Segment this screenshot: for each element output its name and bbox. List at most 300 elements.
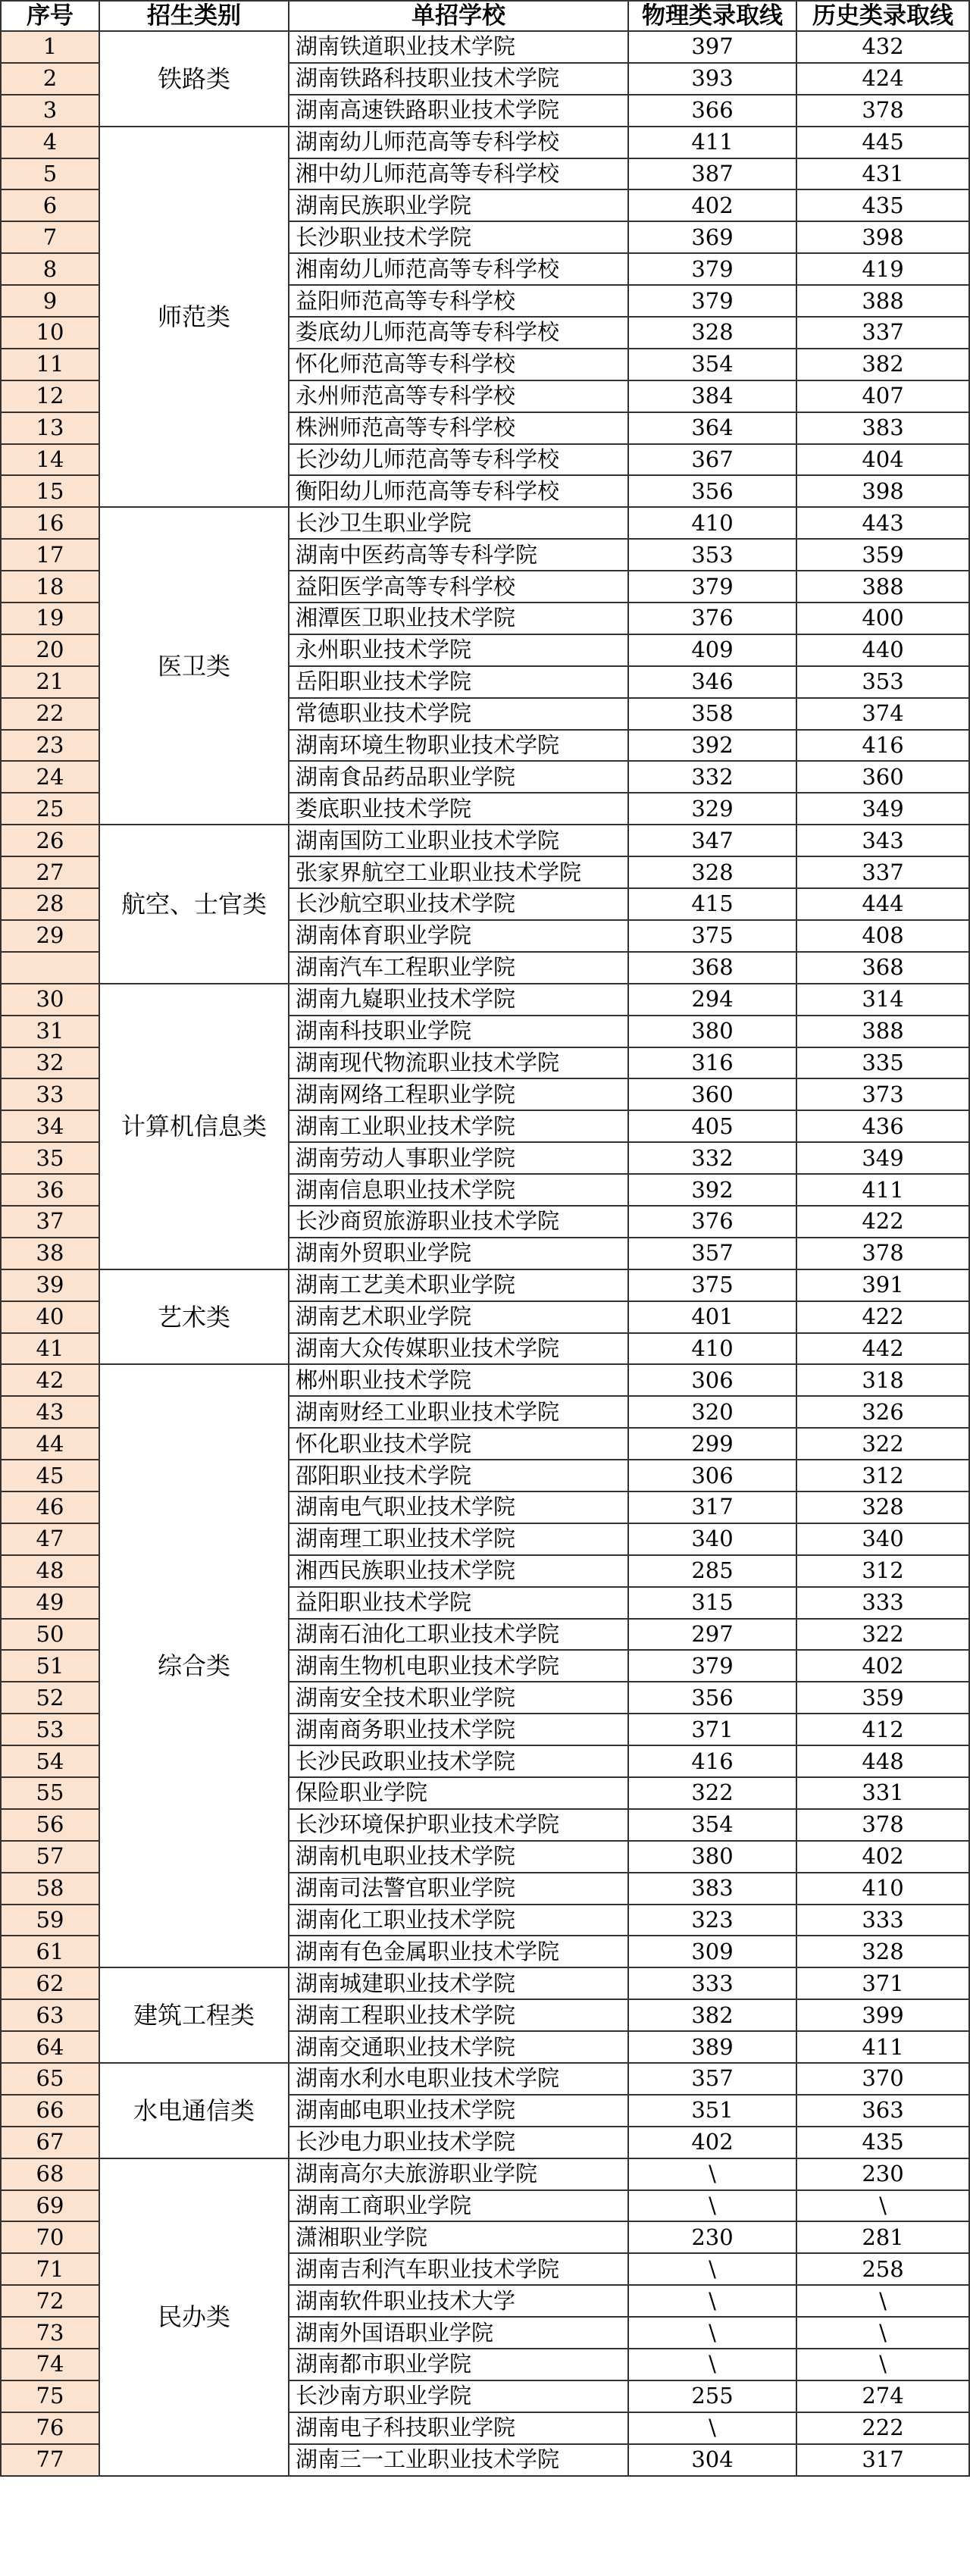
row-index-cell: 14 bbox=[1, 444, 99, 476]
physics-score-cell: 369 bbox=[628, 221, 796, 253]
row-index-cell: 27 bbox=[1, 856, 99, 888]
school-name-cell: 湖南财经工业职业技术学院 bbox=[289, 1396, 628, 1428]
school-name-cell: 张家界航空工业职业技术学院 bbox=[289, 856, 628, 888]
row-index-cell: 71 bbox=[1, 2253, 99, 2285]
school-name-cell: 长沙幼儿师范高等专科学校 bbox=[289, 444, 628, 476]
table-row bbox=[1, 1967, 969, 1999]
row-index-cell: 38 bbox=[1, 1238, 99, 1269]
history-score-cell: 230 bbox=[796, 2158, 969, 2190]
row-index-cell: 49 bbox=[1, 1587, 99, 1619]
row-index-cell: 73 bbox=[1, 2317, 99, 2349]
school-name-cell: 湖南科技职业学院 bbox=[289, 1016, 628, 1047]
table-row bbox=[1, 507, 969, 539]
history-score-cell: 322 bbox=[796, 1428, 969, 1460]
school-name-cell: 湖南食品药品职业学院 bbox=[289, 761, 628, 793]
school-name-cell: 湖南交通职业技术学院 bbox=[289, 2031, 628, 2063]
school-name-cell: 长沙电力职业技术学院 bbox=[289, 2127, 628, 2158]
school-name-cell: 湖南民族职业学院 bbox=[289, 189, 628, 221]
row-index-cell: 23 bbox=[1, 730, 99, 762]
row-index-cell: 72 bbox=[1, 2285, 99, 2317]
history-score-cell: 448 bbox=[796, 1745, 969, 1777]
table-row bbox=[1, 127, 969, 158]
school-name-cell: 湖南有色金属职业技术学院 bbox=[289, 1936, 628, 1967]
history-score-cell: \ bbox=[796, 2285, 969, 2317]
row-index-cell: 11 bbox=[1, 349, 99, 380]
history-score-cell: 435 bbox=[796, 189, 969, 221]
school-name-cell: 湖南高速铁路职业技术学院 bbox=[289, 95, 628, 127]
history-score-cell: 343 bbox=[796, 825, 969, 856]
category-cell: 医卫类 bbox=[99, 507, 289, 825]
history-score-cell: 317 bbox=[796, 2444, 969, 2476]
row-index-cell: 46 bbox=[1, 1491, 99, 1523]
row-index-cell: 41 bbox=[1, 1333, 99, 1365]
history-score-cell: 349 bbox=[796, 1142, 969, 1174]
school-name-cell: 湖南艺术职业学院 bbox=[289, 1301, 628, 1333]
history-score-cell: 435 bbox=[796, 2127, 969, 2158]
physics-score-cell: 401 bbox=[628, 1301, 796, 1333]
row-index-cell: 65 bbox=[1, 2063, 99, 2095]
school-name-cell: 湖南石油化工职业技术学院 bbox=[289, 1619, 628, 1651]
physics-score-cell: 416 bbox=[628, 1745, 796, 1777]
school-name-cell: 怀化师范高等专科学校 bbox=[289, 349, 628, 380]
physics-score-cell: 375 bbox=[628, 1269, 796, 1301]
history-score-cell: 378 bbox=[796, 95, 969, 127]
table-row bbox=[1, 825, 969, 856]
table-row bbox=[1, 1269, 969, 1301]
school-name-cell: 湖南工程职业技术学院 bbox=[289, 1999, 628, 2031]
history-score-cell: 378 bbox=[796, 1238, 969, 1269]
row-index-cell: 50 bbox=[1, 1619, 99, 1651]
row-index-cell: 39 bbox=[1, 1269, 99, 1301]
physics-score-cell: 306 bbox=[628, 1364, 796, 1396]
school-name-cell: 湖南邮电职业技术学院 bbox=[289, 2095, 628, 2127]
physics-score-cell: 380 bbox=[628, 1016, 796, 1047]
category-cell: 综合类 bbox=[99, 1364, 289, 1967]
physics-score-cell: 328 bbox=[628, 317, 796, 349]
school-name-cell: 湖南三一工业职业技术学院 bbox=[289, 2444, 628, 2476]
history-score-cell: 359 bbox=[796, 539, 969, 571]
row-index-cell: 30 bbox=[1, 984, 99, 1016]
history-score-cell: 312 bbox=[796, 1460, 969, 1491]
row-index-cell: 67 bbox=[1, 2127, 99, 2158]
category-cell: 师范类 bbox=[99, 127, 289, 508]
history-score-cell: 378 bbox=[796, 1809, 969, 1841]
table-row bbox=[1, 31, 969, 63]
row-index-cell: 31 bbox=[1, 1016, 99, 1047]
history-score-cell: 326 bbox=[796, 1396, 969, 1428]
school-name-cell: 湖南机电职业技术学院 bbox=[289, 1841, 628, 1873]
physics-score-cell: \ bbox=[628, 2190, 796, 2222]
history-score-cell: 337 bbox=[796, 856, 969, 888]
table-row bbox=[1, 984, 969, 1016]
history-score-cell: 445 bbox=[796, 127, 969, 158]
physics-score-cell: 351 bbox=[628, 2095, 796, 2127]
school-name-cell: 常德职业技术学院 bbox=[289, 698, 628, 730]
history-score-cell: 436 bbox=[796, 1110, 969, 1142]
history-score-cell: 398 bbox=[796, 221, 969, 253]
history-score-cell: 331 bbox=[796, 1777, 969, 1809]
physics-score-cell: 402 bbox=[628, 2127, 796, 2158]
physics-score-cell: 346 bbox=[628, 666, 796, 698]
history-score-cell: 370 bbox=[796, 2063, 969, 2095]
school-name-cell: 湖南城建职业技术学院 bbox=[289, 1967, 628, 1999]
history-score-cell: 440 bbox=[796, 634, 969, 666]
category-cell: 水电通信类 bbox=[99, 2063, 289, 2158]
school-name-cell: 湖南中医药高等专科学院 bbox=[289, 539, 628, 571]
row-index-cell: 42 bbox=[1, 1364, 99, 1396]
history-score-cell: 416 bbox=[796, 730, 969, 762]
physics-score-cell: 357 bbox=[628, 1238, 796, 1269]
school-name-cell: 永州师范高等专科学校 bbox=[289, 380, 628, 412]
physics-score-cell: 299 bbox=[628, 1428, 796, 1460]
header-physics-score: 物理类录取线 bbox=[628, 1, 796, 31]
history-score-cell: 388 bbox=[796, 571, 969, 603]
physics-score-cell: 320 bbox=[628, 1396, 796, 1428]
school-name-cell: 湘潭医卫职业技术学院 bbox=[289, 603, 628, 634]
school-name-cell: 娄底职业技术学院 bbox=[289, 793, 628, 825]
physics-score-cell: \ bbox=[628, 2285, 796, 2317]
header-category: 招生类别 bbox=[99, 1, 289, 31]
physics-score-cell: 409 bbox=[628, 634, 796, 666]
history-score-cell: 391 bbox=[796, 1269, 969, 1301]
row-index-cell: 10 bbox=[1, 317, 99, 349]
school-name-cell: 湖南国防工业职业技术学院 bbox=[289, 825, 628, 856]
school-name-cell: 长沙商贸旅游职业技术学院 bbox=[289, 1206, 628, 1238]
physics-score-cell: 415 bbox=[628, 888, 796, 920]
history-score-cell: 407 bbox=[796, 380, 969, 412]
physics-score-cell: 255 bbox=[628, 2380, 796, 2412]
row-index-cell: 22 bbox=[1, 698, 99, 730]
row-index-cell: 70 bbox=[1, 2221, 99, 2253]
physics-score-cell: 368 bbox=[628, 952, 796, 984]
history-score-cell: 442 bbox=[796, 1333, 969, 1365]
physics-score-cell: 230 bbox=[628, 2221, 796, 2253]
row-index-cell: 6 bbox=[1, 189, 99, 221]
physics-score-cell: 397 bbox=[628, 31, 796, 63]
school-name-cell: 湘中幼儿师范高等专科学校 bbox=[289, 158, 628, 190]
physics-score-cell: 322 bbox=[628, 1777, 796, 1809]
history-score-cell: 388 bbox=[796, 1016, 969, 1047]
school-name-cell: 湖南外贸职业学院 bbox=[289, 1238, 628, 1269]
row-index-cell: 12 bbox=[1, 380, 99, 412]
physics-score-cell: 332 bbox=[628, 1142, 796, 1174]
history-score-cell: 388 bbox=[796, 285, 969, 317]
physics-score-cell: 375 bbox=[628, 920, 796, 952]
row-index-cell: 2 bbox=[1, 63, 99, 95]
school-name-cell: 湖南高尔夫旅游职业学院 bbox=[289, 2158, 628, 2190]
row-index-cell: 34 bbox=[1, 1110, 99, 1142]
row-index-cell: 68 bbox=[1, 2158, 99, 2190]
school-name-cell: 长沙南方职业学院 bbox=[289, 2380, 628, 2412]
history-score-cell: 314 bbox=[796, 984, 969, 1016]
row-index-cell: 16 bbox=[1, 507, 99, 539]
history-score-cell: 274 bbox=[796, 2380, 969, 2412]
physics-score-cell: 376 bbox=[628, 603, 796, 634]
history-score-cell: \ bbox=[796, 2190, 969, 2222]
school-name-cell: 湖南外国语职业学院 bbox=[289, 2317, 628, 2349]
school-name-cell: 湖南铁道职业技术学院 bbox=[289, 31, 628, 63]
history-score-cell: 402 bbox=[796, 1650, 969, 1682]
row-index-cell: 33 bbox=[1, 1078, 99, 1110]
school-name-cell: 湘南幼儿师范高等专科学校 bbox=[289, 253, 628, 285]
physics-score-cell: 356 bbox=[628, 1682, 796, 1714]
row-index-cell: 51 bbox=[1, 1650, 99, 1682]
row-index-cell: 24 bbox=[1, 761, 99, 793]
history-score-cell: 383 bbox=[796, 412, 969, 444]
row-index-cell: 4 bbox=[1, 127, 99, 158]
school-name-cell: 湖南九嶷职业技术学院 bbox=[289, 984, 628, 1016]
school-name-cell: 湖南铁路科技职业技术学院 bbox=[289, 63, 628, 95]
school-name-cell: 湖南理工职业技术学院 bbox=[289, 1523, 628, 1555]
physics-score-cell: 354 bbox=[628, 1809, 796, 1841]
physics-score-cell: 376 bbox=[628, 1206, 796, 1238]
history-score-cell: 443 bbox=[796, 507, 969, 539]
school-name-cell: 湖南电气职业技术学院 bbox=[289, 1491, 628, 1523]
school-name-cell: 湖南环境生物职业技术学院 bbox=[289, 730, 628, 762]
row-index-cell: 19 bbox=[1, 603, 99, 634]
row-index-cell: 76 bbox=[1, 2412, 99, 2444]
school-name-cell: 湖南信息职业技术学院 bbox=[289, 1174, 628, 1206]
school-name-cell: 娄底幼儿师范高等专科学校 bbox=[289, 317, 628, 349]
physics-score-cell: 347 bbox=[628, 825, 796, 856]
history-score-cell: 328 bbox=[796, 1936, 969, 1967]
physics-score-cell: 357 bbox=[628, 2063, 796, 2095]
school-name-cell: 湖南水利水电职业技术学院 bbox=[289, 2063, 628, 2095]
row-index-cell: 69 bbox=[1, 2190, 99, 2222]
physics-score-cell: 393 bbox=[628, 63, 796, 95]
physics-score-cell: 383 bbox=[628, 1873, 796, 1905]
row-index-cell: 74 bbox=[1, 2349, 99, 2380]
school-name-cell: 湖南工商职业学院 bbox=[289, 2190, 628, 2222]
physics-score-cell: 411 bbox=[628, 127, 796, 158]
physics-score-cell: 379 bbox=[628, 285, 796, 317]
school-name-cell: 湖南网络工程职业学院 bbox=[289, 1078, 628, 1110]
header-history-score: 历史类录取线 bbox=[796, 1, 969, 31]
school-name-cell: 怀化职业技术学院 bbox=[289, 1428, 628, 1460]
history-score-cell: 432 bbox=[796, 31, 969, 63]
physics-score-cell: \ bbox=[628, 2349, 796, 2380]
history-score-cell: 411 bbox=[796, 2031, 969, 2063]
physics-score-cell: 379 bbox=[628, 1650, 796, 1682]
history-score-cell: 335 bbox=[796, 1047, 969, 1079]
physics-score-cell: 297 bbox=[628, 1619, 796, 1651]
row-index-cell: 32 bbox=[1, 1047, 99, 1079]
physics-score-cell: 315 bbox=[628, 1587, 796, 1619]
physics-score-cell: 333 bbox=[628, 1967, 796, 1999]
row-index-cell: 8 bbox=[1, 253, 99, 285]
school-name-cell: 潇湘职业学院 bbox=[289, 2221, 628, 2253]
school-name-cell: 衡阳幼儿师范高等专科学校 bbox=[289, 475, 628, 507]
history-score-cell: 398 bbox=[796, 475, 969, 507]
physics-score-cell: \ bbox=[628, 2158, 796, 2190]
history-score-cell: 337 bbox=[796, 317, 969, 349]
physics-score-cell: 285 bbox=[628, 1555, 796, 1587]
physics-score-cell: 402 bbox=[628, 189, 796, 221]
row-index-cell: 9 bbox=[1, 285, 99, 317]
physics-score-cell: 364 bbox=[628, 412, 796, 444]
physics-score-cell: 309 bbox=[628, 1936, 796, 1967]
row-index-cell: 18 bbox=[1, 571, 99, 603]
history-score-cell: 399 bbox=[796, 1999, 969, 2031]
school-name-cell: 湖南软件职业技术大学 bbox=[289, 2285, 628, 2317]
school-name-cell: 长沙环境保护职业技术学院 bbox=[289, 1809, 628, 1841]
school-name-cell: 湖南大众传媒职业技术学院 bbox=[289, 1333, 628, 1365]
row-index-cell: 47 bbox=[1, 1523, 99, 1555]
header-index: 序号 bbox=[1, 1, 99, 31]
physics-score-cell: 371 bbox=[628, 1714, 796, 1745]
history-score-cell: 400 bbox=[796, 603, 969, 634]
physics-score-cell: 366 bbox=[628, 95, 796, 127]
school-name-cell: 保险职业学院 bbox=[289, 1777, 628, 1809]
physics-score-cell: 354 bbox=[628, 349, 796, 380]
row-index-cell: 56 bbox=[1, 1809, 99, 1841]
row-index-cell: 62 bbox=[1, 1967, 99, 1999]
row-index-cell: 77 bbox=[1, 2444, 99, 2476]
school-name-cell: 湖南劳动人事职业学院 bbox=[289, 1142, 628, 1174]
history-score-cell: 353 bbox=[796, 666, 969, 698]
row-index-cell: 29 bbox=[1, 920, 99, 952]
school-name-cell: 长沙卫生职业学院 bbox=[289, 507, 628, 539]
history-score-cell: 412 bbox=[796, 1714, 969, 1745]
row-index-cell: 43 bbox=[1, 1396, 99, 1428]
history-score-cell: 402 bbox=[796, 1841, 969, 1873]
history-score-cell: 422 bbox=[796, 1301, 969, 1333]
row-index-cell: 75 bbox=[1, 2380, 99, 2412]
row-index-cell: 57 bbox=[1, 1841, 99, 1873]
physics-score-cell: 329 bbox=[628, 793, 796, 825]
physics-score-cell: 389 bbox=[628, 2031, 796, 2063]
history-score-cell: 411 bbox=[796, 1174, 969, 1206]
row-index-cell: 61 bbox=[1, 1936, 99, 1967]
row-index-cell: 52 bbox=[1, 1682, 99, 1714]
school-name-cell: 湖南吉利汽车职业技术学院 bbox=[289, 2253, 628, 2285]
history-score-cell: \ bbox=[796, 2349, 969, 2380]
row-index-cell: 48 bbox=[1, 1555, 99, 1587]
physics-score-cell: 340 bbox=[628, 1523, 796, 1555]
row-index-cell: 25 bbox=[1, 793, 99, 825]
school-name-cell: 邵阳职业技术学院 bbox=[289, 1460, 628, 1491]
school-name-cell: 湖南幼儿师范高等专科学校 bbox=[289, 127, 628, 158]
row-index-cell bbox=[1, 952, 99, 984]
history-score-cell: 371 bbox=[796, 1967, 969, 1999]
physics-score-cell: 304 bbox=[628, 2444, 796, 2476]
row-index-cell: 66 bbox=[1, 2095, 99, 2127]
row-index-cell: 40 bbox=[1, 1301, 99, 1333]
history-score-cell: 322 bbox=[796, 1619, 969, 1651]
physics-score-cell: 392 bbox=[628, 730, 796, 762]
physics-score-cell: 358 bbox=[628, 698, 796, 730]
history-score-cell: 419 bbox=[796, 253, 969, 285]
table-row bbox=[1, 2158, 969, 2190]
history-score-cell: 374 bbox=[796, 698, 969, 730]
physics-score-cell: 294 bbox=[628, 984, 796, 1016]
school-name-cell: 湖南司法警官职业学院 bbox=[289, 1873, 628, 1905]
category-cell: 建筑工程类 bbox=[99, 1967, 289, 2063]
physics-score-cell: 379 bbox=[628, 571, 796, 603]
school-name-cell: 永州职业技术学院 bbox=[289, 634, 628, 666]
row-index-cell: 59 bbox=[1, 1905, 99, 1936]
row-index-cell: 45 bbox=[1, 1460, 99, 1491]
school-name-cell: 湖南电子科技职业学院 bbox=[289, 2412, 628, 2444]
school-name-cell: 益阳职业技术学院 bbox=[289, 1587, 628, 1619]
category-cell: 计算机信息类 bbox=[99, 984, 289, 1269]
row-index-cell: 36 bbox=[1, 1174, 99, 1206]
history-score-cell: 333 bbox=[796, 1587, 969, 1619]
school-name-cell: 长沙职业技术学院 bbox=[289, 221, 628, 253]
school-name-cell: 湖南工艺美术职业学院 bbox=[289, 1269, 628, 1301]
physics-score-cell: 353 bbox=[628, 539, 796, 571]
history-score-cell: 404 bbox=[796, 444, 969, 476]
history-score-cell: 410 bbox=[796, 1873, 969, 1905]
history-score-cell: 328 bbox=[796, 1491, 969, 1523]
school-name-cell: 湖南安全技术职业学院 bbox=[289, 1682, 628, 1714]
row-index-cell: 15 bbox=[1, 475, 99, 507]
physics-score-cell: 392 bbox=[628, 1174, 796, 1206]
row-index-cell: 13 bbox=[1, 412, 99, 444]
school-name-cell: 益阳师范高等专科学校 bbox=[289, 285, 628, 317]
category-cell: 铁路类 bbox=[99, 31, 289, 127]
physics-score-cell: \ bbox=[628, 2253, 796, 2285]
physics-score-cell: 384 bbox=[628, 380, 796, 412]
physics-score-cell: 405 bbox=[628, 1110, 796, 1142]
row-index-cell: 5 bbox=[1, 158, 99, 190]
physics-score-cell: 387 bbox=[628, 158, 796, 190]
history-score-cell: 222 bbox=[796, 2412, 969, 2444]
row-index-cell: 17 bbox=[1, 539, 99, 571]
school-name-cell: 湘西民族职业技术学院 bbox=[289, 1555, 628, 1587]
physics-score-cell: 356 bbox=[628, 475, 796, 507]
header-row bbox=[1, 1, 969, 31]
history-score-cell: 408 bbox=[796, 920, 969, 952]
history-score-cell: 382 bbox=[796, 349, 969, 380]
school-name-cell: 郴州职业技术学院 bbox=[289, 1364, 628, 1396]
row-index-cell: 37 bbox=[1, 1206, 99, 1238]
row-index-cell: 35 bbox=[1, 1142, 99, 1174]
history-score-cell: 431 bbox=[796, 158, 969, 190]
row-index-cell: 55 bbox=[1, 1777, 99, 1809]
school-name-cell: 湖南汽车工程职业学院 bbox=[289, 952, 628, 984]
physics-score-cell: 410 bbox=[628, 507, 796, 539]
school-name-cell: 株洲师范高等专科学校 bbox=[289, 412, 628, 444]
school-name-cell: 湖南生物机电职业技术学院 bbox=[289, 1650, 628, 1682]
row-index-cell: 20 bbox=[1, 634, 99, 666]
physics-score-cell: 328 bbox=[628, 856, 796, 888]
physics-score-cell: 306 bbox=[628, 1460, 796, 1491]
school-name-cell: 湖南现代物流职业技术学院 bbox=[289, 1047, 628, 1079]
row-index-cell: 1 bbox=[1, 31, 99, 63]
physics-score-cell: 379 bbox=[628, 253, 796, 285]
physics-score-cell: 323 bbox=[628, 1905, 796, 1936]
history-score-cell: 340 bbox=[796, 1523, 969, 1555]
row-index-cell: 53 bbox=[1, 1714, 99, 1745]
row-index-cell: 21 bbox=[1, 666, 99, 698]
category-cell: 民办类 bbox=[99, 2158, 289, 2476]
history-score-cell: 318 bbox=[796, 1364, 969, 1396]
physics-score-cell: 367 bbox=[628, 444, 796, 476]
school-name-cell: 湖南商务职业技术学院 bbox=[289, 1714, 628, 1745]
school-name-cell: 长沙航空职业技术学院 bbox=[289, 888, 628, 920]
physics-score-cell: 317 bbox=[628, 1491, 796, 1523]
history-score-cell: 424 bbox=[796, 63, 969, 95]
physics-score-cell: 360 bbox=[628, 1078, 796, 1110]
row-index-cell: 3 bbox=[1, 95, 99, 127]
physics-score-cell: 382 bbox=[628, 1999, 796, 2031]
header-school: 单招学校 bbox=[289, 1, 628, 31]
history-score-cell: 360 bbox=[796, 761, 969, 793]
history-score-cell: 312 bbox=[796, 1555, 969, 1587]
history-score-cell: 349 bbox=[796, 793, 969, 825]
table-row bbox=[1, 2063, 969, 2095]
